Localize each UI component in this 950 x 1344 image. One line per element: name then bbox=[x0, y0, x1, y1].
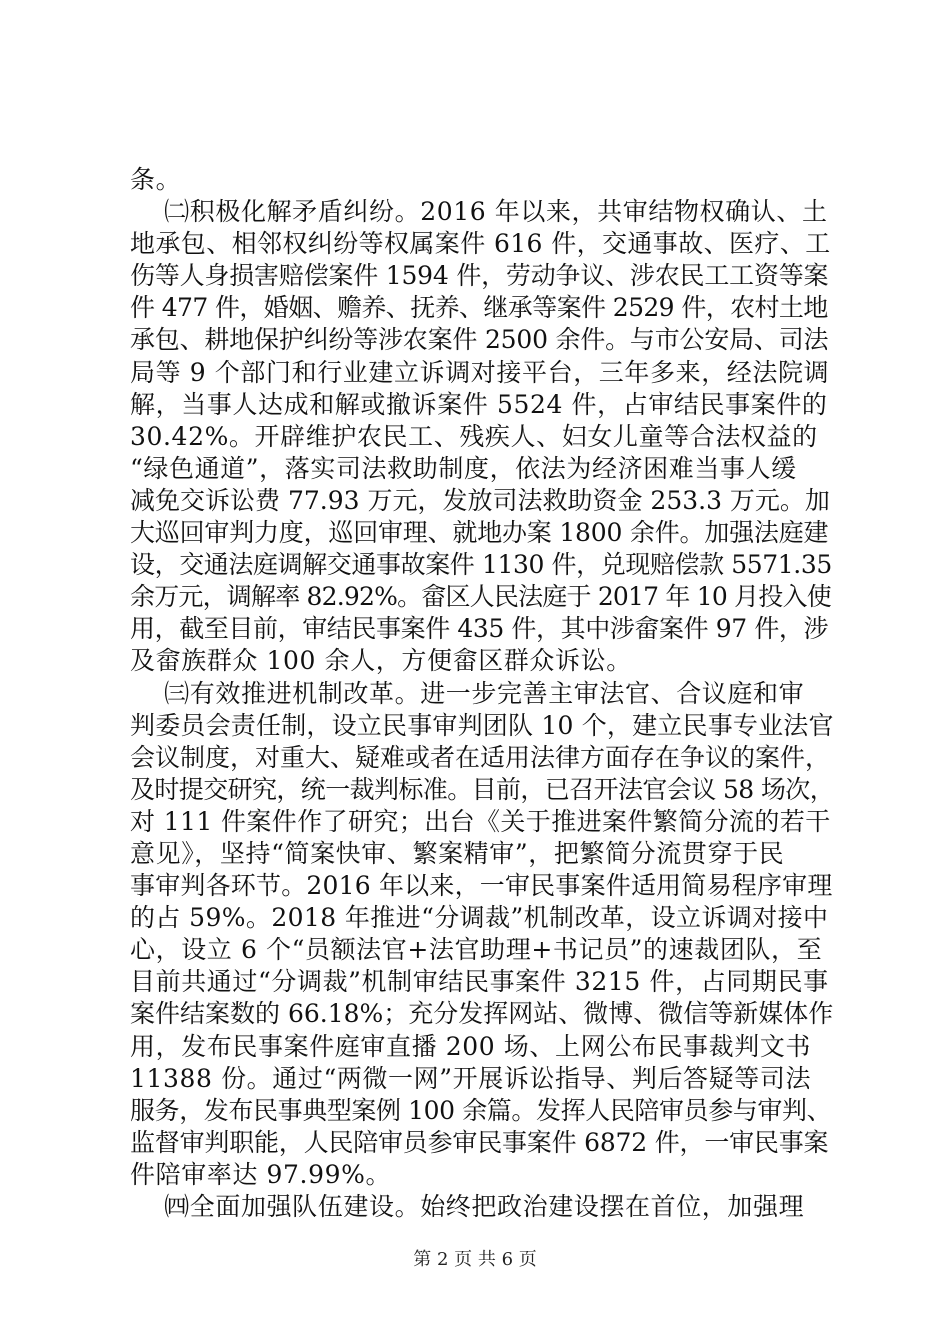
body-line: 判委员会责任制，设立民事审判团队 10 个，建立民事专业法官 bbox=[130, 710, 834, 740]
body-line: ㈣全面加强队伍建设。始终把政治建设摆在首位，加强理 bbox=[130, 1192, 805, 1221]
body-line: 大巡回审判力度，巡回审理、就地办案 1800 余件。加强法庭建 bbox=[130, 518, 829, 548]
body-line: 件陪审率达 97.99%。 bbox=[130, 1159, 392, 1189]
body-line: 地承包、相邻权纠纷等权属案件 616 件，交通事故、医疗、工 bbox=[130, 229, 831, 259]
body-line: 目前共通过“分调裁”机制审结民事案件 3215 件，占同期民事 bbox=[130, 967, 829, 997]
body-line: 监督审判职能，人民陪审员参审民事案件 6872 件，一审民事案 bbox=[130, 1127, 829, 1157]
body-line: 用，截至目前，审结民事案件 435 件，其中涉畲案件 97 件，涉 bbox=[130, 614, 829, 644]
body-line: ㈢有效推进机制改革。进一步完善主审法官、合议庭和审 bbox=[130, 678, 805, 708]
body-line: ㈡积极化解矛盾纠纷。2016 年以来，共审结物权确认、土 bbox=[130, 197, 828, 227]
body-line: 伤等人身损害赔偿案件 1594 件，劳动争议、涉农民工工资等案 bbox=[130, 261, 829, 291]
body-line: 会议制度，对重大、疑难或者在适用法律方面存在争议的案件， bbox=[130, 742, 831, 772]
body-line: 减免交诉讼费 77.93 万元，发放司法救助资金 253.3 万元。加 bbox=[130, 485, 830, 515]
body-line: 承包、耕地保护纠纷等涉农案件 2500 余件。与市公安局、司法 bbox=[130, 325, 829, 355]
body-line: 用，发布民事案件庭审直播 200 场、上网公布民事裁判文书 bbox=[130, 1031, 812, 1061]
body-line: 对 111 件案件作了研究；出台《关于推进案件繁简分流的若干 bbox=[130, 806, 831, 836]
body-line: 事审判各环节。2016 年以来，一审民事案件适用简易程序审理 bbox=[130, 871, 833, 901]
body-line: 解，当事人达成和解或撤诉案件 5524 件，占审结民事案件的 bbox=[130, 389, 828, 419]
body-line: 及畲族群众 100 余人，方便畲区群众诉讼。 bbox=[130, 646, 632, 676]
body-line: 服务，发布民事典型案例 100 余篇。发挥人民陪审员参与审判、 bbox=[130, 1095, 832, 1125]
body-line: 件 477 件，婚姻、赡养、抚养、继承等案件 2529 件，农村土地 bbox=[130, 293, 828, 323]
body-line: 设，交通法庭调解交通事故案件 1130 件，兑现赔偿款 5571.35 bbox=[130, 550, 832, 580]
body-line: 局等 9 个部门和行业建立诉调对接平台，三年多来，经法院调 bbox=[130, 357, 830, 387]
body-line: 的占 59%。2018 年推进“分调裁”机制改革，设立诉调对接中 bbox=[130, 903, 829, 933]
body-line: 案件结案数的 66.18%；充分发挥网站、微博、微信等新媒体作 bbox=[130, 999, 834, 1029]
body-line: “绿色通道”，落实司法救助制度，依法为经济困难当事人缓 bbox=[130, 453, 797, 483]
body-line: 30.42%。开辟维护农民工、残疾人、妇女儿童等合法权益的 bbox=[130, 421, 818, 451]
body-line: 条。 bbox=[130, 165, 182, 194]
body-line: 余万元，调解率 82.92%。畲区人民法庭于 2017 年 10 月投入使 bbox=[130, 582, 831, 612]
body-line: 意见》，坚持“简案快审、繁案精审”，把繁简分流贯穿于民 bbox=[130, 838, 785, 868]
body-line: 及时提交研究，统一裁判标准。目前，已召开法官会议 58 场次， bbox=[130, 774, 835, 804]
page-number-footer: 第 2 页 共 6 页 bbox=[413, 1249, 537, 1270]
body-line: 心，设立 6 个“员额法官+法官助理+书记员”的速裁团队，至 bbox=[130, 935, 823, 965]
body-line: 11388 份。通过“两微一网”开展诉讼指导、判后答疑等司法 bbox=[130, 1063, 812, 1093]
document-body bbox=[130, 164, 835, 1223]
